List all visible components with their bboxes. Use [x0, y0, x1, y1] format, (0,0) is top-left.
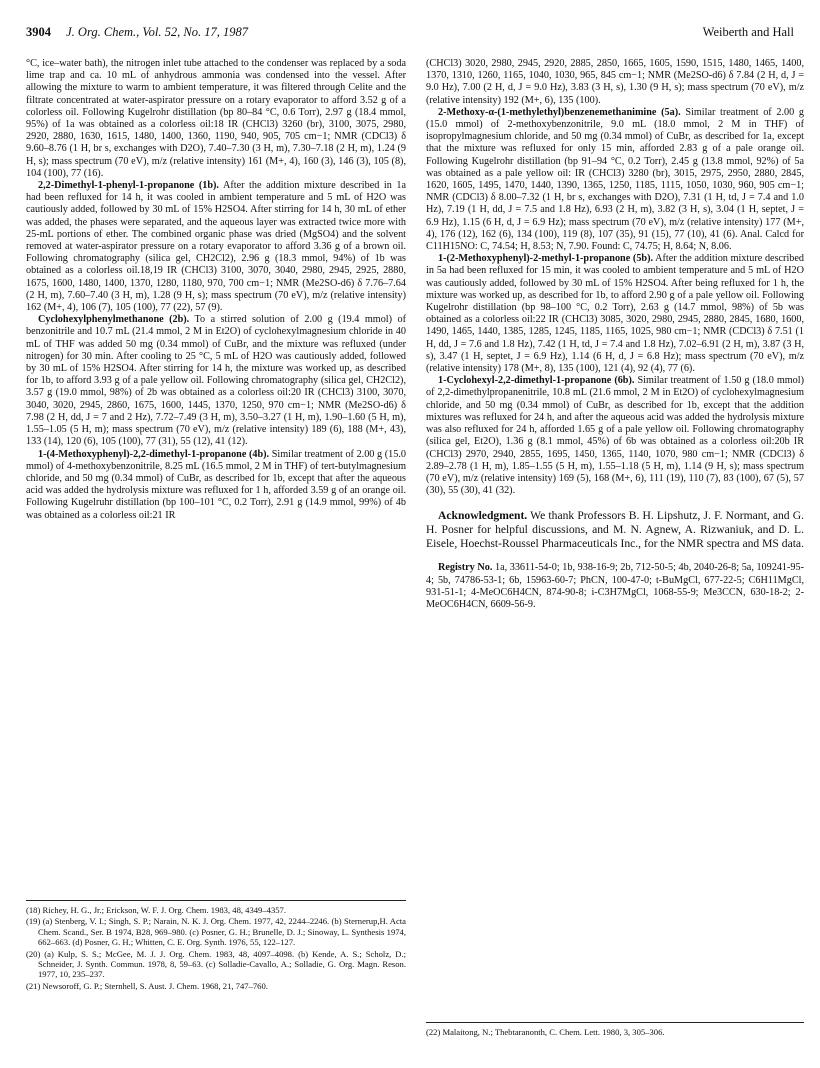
registry-numbers	[426, 562, 804, 611]
paragraph-4b	[26, 449, 406, 522]
footnote-20: (20) (a) Kulp, S. S.; McGee, M. J. J. Org. Chem. 1983, 48, 4097–4098. (b) Kende, A. S.; Scholz, D.; Schneider, J. Synth. Commun. 1978, 8, 59–63. (c) Solladie-Cavallo, A.; Solladie, G. Org. Magn. Reson. 1977, 10, 235–237.	[26, 948, 406, 980]
footnotes-right	[426, 1022, 804, 1038]
paragraph-2b	[26, 314, 406, 448]
compound-title-6b: 1-Cyclohexyl-2,2-dimethyl-1-propanone (6b).	[438, 375, 635, 387]
footnote-22: (22) Malaitong, N.; Thebtaranonth, C. Chem. Lett. 1980, 3, 305–306.	[426, 1027, 665, 1037]
paragraph-body: After the addition mixture described in 5a had been refluxed for 15 min, it was cooled to ambient temperature and 5 mL of H2O was cautiously added, followed by 30 mL of 15% H2SO4. After being refluxed for 1 h, the mixture was worked up, as described for 1b, to afford 2.90 g of a pale yellow oil. Following Kugelrohr distillation (bp 98–100 °C, 0.2 Torr), 2.63 g (14.7 mmol, 98%) of 5b was obtained as a colorless oil:22 IR (CHCl3) 3085, 3020, 2980, 2945, 2880, 2845, 1680, 1600, 1490, 1465, 1440, 1385, 1285, 1245, 1185, 1165, 1025, 980 cm−1; NMR (CDCl3) δ 7.51 (1 H, dd, J = 7.6 and 1.8 Hz), 7.42 (1 H, td, J = 7.4 and 1.8 Hz), 7.02–6.91 (2 H, m), 3.87 (3 H, s), 3.47 (1 H, septet, J = 6.9 Hz), 1.14 (6 H, d, J = 6.8 Hz); mass spectrum (70 eV), m/z (relative intensity) 178 (M+, 8), 135 (100), 121 (4), 92 (4), 77 (6).	[426, 253, 804, 375]
paragraph-body: Similar treatment of 2.00 g (15.0 mmol) of 2-methoxybenzonitrile, 9.0 mL (18.0 mmol, 2 M in THF) of isopropylmagnesium chloride, and 50 mg (0.34 mmol) of CuBr, as described for 1a, except that the mixture was refluxed for only 15 min, afforded 2.83 g of a pale orange oil. Following Kugelrohr distillation (bp 91–94 °C, 0.2 Torr), 2.45 g (13.8 mmol, 92%) of 5a was obtained as a pale yellow oil: IR (CHCl3) 3280 (br), 3015, 2975, 2950, 2880, 2845, 1620, 1605, 1495, 1470, 1440, 1390, 1365, 1250, 1185, 1115, 1050, 1030, 960, 905 cm−1; NMR (CDCl3) δ 8.00–7.32 (1 H, br s, exchanges with D2O), 7.31 (1 H, td, J = 7.4 and 1.0 Hz), 7.19 (1 H, dd, J = 7.5 and 1.8 Hz), 6.93 (2 H, m), 3.82 (3 H, s), 3.04 (1 H, septet, J = 6.9 Hz), 1.15 (6 H, d, J = 6.9 Hz); mass spectrum (70 eV), m/z (relative intensity) 177 (M+, 4), 176 (12), 162 (6), 134 (100), 119 (8), 107 (35), 91 (15), 77 (10), 41 (6). Anal. Calcd for C11H15NO: C, 74.54; H, 8.53; N, 7.90. Found: C, 74.75; H, 8.64; N, 8.06.	[426, 106, 805, 253]
paragraph-1a-continued: °C, ice–water bath), the nitrogen inlet tube attached to the condenser was replaced by a soda lime trap and ca. 10 mL of anhydrous ammonia was condensed into the vessel. After allowing the mixture to warm to ambient temperature, it was filtered through Celite and the filtrate concentrated at water-aspirator pressure on a rotary evaporator to afford 3.52 g of a colorless oil. Following Kugelrohr distillation (bp 80–84 °C, 0.6 Torr), 2.97 g (18.4 mmol, 95%) of 1a was obtained as a colorless oil:18 IR (CHCl3) 3260 (br), 3100, 3075, 2980, 2920, 2880, 1630, 1615, 1480, 1400, 1360, 1190, 940, 905, 705 cm−1; NMR (CDCl3) δ 9.60–8.76 (1 H, br s, exchanges with D2O), 7.40–7.30 (3 H, m), 7.30–7.18 (2 H, m), 1.24 (9 H, s); mass spectrum (70 eV), m/z (relative intensity) 161 (M+, 4), 160 (3), 146 (3), 105 (8), 104 (100), 77 (16).	[26, 58, 406, 179]
footnote-rule	[426, 1022, 804, 1023]
compound-title-5a: 2-Methoxy-α-(1-methylethyl)benzenemethanimine (5a).	[438, 106, 681, 118]
footnote-21: (21) Newsoroff, G. P.; Sternhell, S. Aust. J. Chem. 1968, 21, 747–760.	[26, 980, 268, 991]
paragraph-body: Similar treatment of 1.50 g (18.0 mmol) of 2,2-dimethylpropanenitrile, 10.8 mL (21.6 mmol, 2 M in Et2O) of cyclohexylmagnesium chloride, and 50 mg (0.34 mmol) of CuBr, as described for 1b, except that the addition mixtures was refluxed for 24 h, and after the aqueous acid was added the hydrolysis mixture was also refluxed for 24 h, afforded 1.65 g of a pale yellow oil. Following chromatography (silica gel, Et2O), 1.36 g (8.1 mmol, 45%) of 6b was obtained as a colorless oil:20b IR (CHCl3) 2970, 2940, 2855, 1695, 1450, 1365, 1140, 1070, 980 cm−1; NMR (CDCl3) δ 2.89–2.78 (1 H, m), 1.85–1.55 (5 H, m), 1.55–1.18 (5 H, m), 1.14 (9 H, s); mass spectrum (70 eV), m/z (relative intensity) 169 (5), 168 (M+, 6), 111 (19), 110 (7), 83 (100), 67 (5), 57 (30), 55 (30), 41 (32).	[426, 375, 804, 497]
paragraph-5b	[426, 253, 804, 375]
footnotes-left	[26, 900, 406, 992]
acknowledgment-body: We thank Professors B. H. Lipshutz, J. F. Normant, and G. H. Posner for helpful discussions, and M. N. Agnew, A. Rizwaniuk, and D. L. Eisele, Hoechst-Roussel Pharmaceuticals Inc., for the NMR spectra and MS data.	[426, 509, 804, 550]
paragraph-5a	[426, 107, 804, 253]
paragraph-6b	[426, 375, 804, 497]
footnote-rule	[26, 900, 406, 901]
compound-title-4b: 1-(4-Methoxyphenyl)-2,2-dimethyl-1-propanone (4b).	[38, 448, 270, 460]
footnote-19: (19) (a) Stenberg, V. I.; Singh, S. P.; Narain, N. K. J. Org. Chem. 1977, 42, 2244–2246. (b) Sternerup,H. Acta Chem. Scand., Ser. B 1974, B28, 969–980. (c) Posner, G. H.; Brunelle, D. J.; Sinoway, L. Synthesis 1974, 662–663. (d) Posner, G. H.; Whitten, C. E. Org. Synth. 1976, 55, 122–127.	[26, 916, 406, 948]
paragraph-4b-continued: (CHCl3) 3020, 2980, 2945, 2920, 2885, 2850, 1665, 1605, 1590, 1515, 1480, 1465, 1400, 1370, 1310, 1260, 1165, 1040, 1030, 965, 845 cm−1; NMR (Me2SO-d6) δ 7.84 (2 H, d, J = 9.0 Hz), 7.00 (2 H, d, J = 9.0 Hz), 3.83 (3 H, s), 1.30 (9 H, s); mass spectrum (70 eV), m/z (relative intensity) 192 (M+, 6), 135 (100).	[426, 58, 804, 106]
paragraph-body: After the addition mixture described in 1a had been refluxed for 14 h, it was cooled in ambient temperature and 5 mL of H2O was cautiously added, followed by 30 mL of 15% H2SO4. After stirring for 14 h, 30 mL of ether was added, the phases were separated, and the aqueous layer was extracted twice more with 25-mL portions of ether. The combined organic phase was dried (MgSO4) and the solvent removed at water-aspirator pressure on a rotary evaporator to afford 3.36 g of a brown oil. Following chromatography (silica gel, CH2Cl2), 2.96 g (18.3 mmol, 94%) of 1b was obtained as a colorless oil.18,19 IR (CHCl3) 3100, 3070, 3040, 2980, 2945, 2925, 2880, 1675, 1600, 1480, 1400, 1370, 1280, 1180, 970, 700 cm−1; NMR (Me2SO-d6) δ 7.76–7.64 (2 H, m), 7.60–7.40 (3 H, m), 1.28 (9 H, s); mass spectrum (70 eV), m/z (relative intensity) 162 (M+, 4), 106 (7), 105 (100), 77 (22), 57 (9).	[26, 180, 407, 314]
journal-citation: J. Org. Chem., Vol. 52, No. 17, 1987	[66, 25, 248, 39]
running-header	[26, 22, 794, 42]
page-number: 3904	[26, 25, 51, 39]
compound-title-5b: 1-(2-Methoxyphenyl)-2-methyl-1-propanone (5b).	[438, 253, 654, 265]
registry-body: 1a, 33611-54-0; 1b, 938-16-9; 2b, 712-50-5; 4b, 2040-26-8; 5a, 109241-95-4; 5b, 74786-53-1; 6b, 15963-60-7; PhCN, 100-47-0; t-BuMgCl, 677-22-5; C6H11MgCl, 931-51-1; 4-MeOC6H4CN, 874-90-8; i-C3H7MgCl, 1068-55-9; Me3CCN, 630-18-2; 2-MeOC6H4CN, 6609-56-9.	[426, 562, 804, 610]
footnote-18: (18) Richey, H. G., Jr.; Erickson, W. F. J. Org. Chem. 1983, 48, 4349–4357.	[26, 905, 286, 915]
acknowledgment-heading: Acknowledgment.	[438, 509, 528, 523]
paragraph-body: To a stirred solution of 2.00 g (19.4 mmol) of benzonitrile and 10.7 mL (21.4 mmol, 2 M in Et2O) of cyclohexylmagnesium chloride in 40 mL of THF was added 50 mg (0.34 mmol) of CuBr, and the mixture was refluxed (under nitrogen) for 30 min. After cooling to 25 °C, 5 mL of H2O was cautiously added, followed by 30 mL of 15% H2SO4. After stirring for 14 h, the mixture was worked up, as described for 1b, to afford 3.93 g of a pale yellow oil. Following chromatography (silica gel, CH2Cl2), 3.57 g (19.0 mmol, 98%) of 2b was obtained as a colorless oil:20 IR (CHCl3) 3100, 3070, 3040, 3020, 2945, 2860, 1675, 1600, 1445, 1370, 1250, 970 cm−1; NMR (Me2SO-d6) δ 7.98 (2 H, dd, J = 7 and 2 Hz), 7.72–7.49 (3 H, m), 3.50–3.27 (1 H, m), 1.90–1.60 (5 H, m), 1.55–1.05 (5 H, m); mass spectrum (70 eV), m/z (relative intensity) 189 (6), 188 (M+, 43), 133 (14), 120 (6), 105 (100), 77 (31), 55 (12), 41 (12).	[26, 314, 406, 448]
compound-title-1b: 2,2-Dimethyl-1-phenyl-1-propanone (1b).	[38, 180, 219, 192]
right-column	[426, 58, 804, 621]
running-authors: Weiberth and Hall	[702, 25, 794, 39]
paragraph-1b	[26, 180, 406, 314]
left-column	[26, 58, 406, 522]
compound-title-2b: Cyclohexylphenylmethanone (2b).	[38, 314, 190, 326]
registry-heading: Registry No.	[438, 562, 493, 574]
paragraph-body: Similar treatment of 2.00 g (15.0 mmol) of 4-methoxybenzonitrile, 8.25 mL (16.5 mmol, 2 M in THF) of tert-butylmagnesium chloride, and 50 mg (0.34 mmol) of CuBr, as described for 1b, except that after the aqueous acid was added the hydrolysis mixture was refluxed for 1 h, afforded 3.59 g of an orange oil. Following Kugelruhr distillation (bp 100–101 °C, 0.2 Torr), 2.91 g (14.9 mmol, 99%) of 4b was obtained as a colorless oil:21 IR	[26, 448, 406, 521]
acknowledgment	[426, 509, 804, 550]
